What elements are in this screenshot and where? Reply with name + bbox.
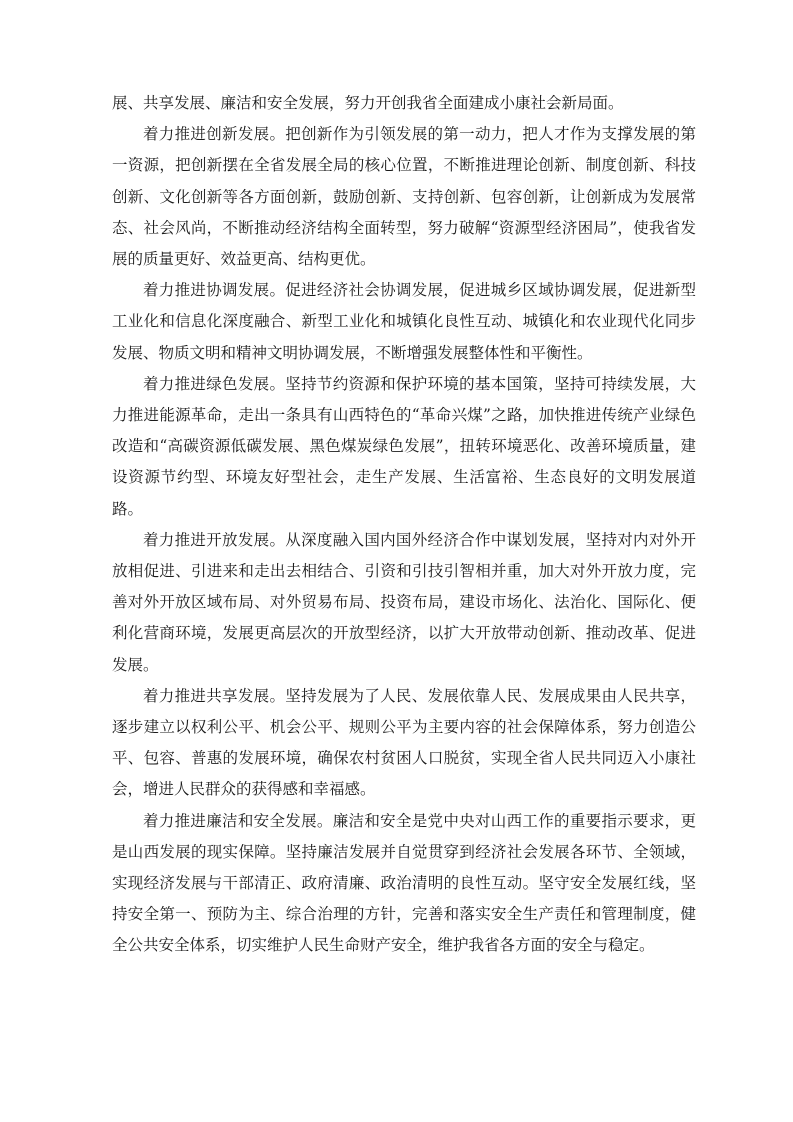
- paragraph-integrity-safety: 着力推进廉洁和安全发展。廉洁和安全是党中央对山西工作的重要指示要求，更是山西发展的现实保障。坚持廉洁发展并自觉贯穿到经济社会发展各环节、全领域，实现经济发展与干部清正、政府清廉、政治清明的良性互动。坚守安全发展红线，坚持安全第一、预防为主、综合治理的方针，完善和落实安全生产责任和管理制度，健全公共安全体系，切实维护人民生命财产安全，维护我省各方面的安全与稳定。: [112, 811, 696, 955]
- paragraph-green: 着力推进绿色发展。坚持节约资源和保护环境的基本国策，坚持可持续发展，大力推进能源革命，走出一条具有山西特色的“革命兴煤”之路，加快推进传统产业绿色改造和“高碳资源低碳发展、黑色煤炭绿色发展”，扭转环境恶化、改善环境质量，建设资源节约型、环境友好型社会，走生产发展、生活富裕、生态良好的文明发展道路。: [112, 374, 696, 518]
- paragraph-coordination: 着力推进协调发展。促进经济社会协调发展，促进城乡区域协调发展，促进新型工业化和信息化深度融合、新型工业化和城镇化良性互动、城镇化和农业现代化同步发展、物质文明和精神文明协调发展，不断增强发展整体性和平衡性。: [112, 281, 696, 362]
- paragraph-innovation: 着力推进创新发展。把创新作为引领发展的第一动力，把人才作为支撑发展的第一资源，把创新摆在全省发展全局的核心位置，不断推进理论创新、制度创新、科技创新、文化创新等各方面创新，鼓励创新、支持创新、包容创新，让创新成为发展常态、社会风尚，不断推动经济结构全面转型，努力破解“资源型经济困局”，使我省发展的质量更好、效益更高、结构更优。: [112, 125, 696, 269]
- paragraph-continuation: 展、共享发展、廉洁和安全发展，努力开创我省全面建成小康社会新局面。: [112, 94, 624, 112]
- paragraph-opening: 着力推进开放发展。从深度融入国内国外经济合作中谋划发展，坚持对内对外开放相促进、引进来和走出去相结合、引资和引技引智相并重，加大对外开放力度，完善对外开放区域布局、对外贸易布局、投资布局，建设市场化、法治化、国际化、便利化营商环境，发展更高层次的开放型经济，以扩大开放带动创新、推动改革、促进发展。: [112, 530, 696, 674]
- document-page: [112, 88, 696, 962]
- paragraph-sharing: 着力推进共享发展。坚持发展为了人民、发展依靠人民、发展成果由人民共享，逐步建立以权利公平、机会公平、规则公平为主要内容的社会保障体系，努力创造公平、包容、普惠的发展环境，确保农村贫困人口脱贫，实现全省人民共同迈入小康社会，增进人民群众的获得感和幸福感。: [112, 686, 696, 799]
